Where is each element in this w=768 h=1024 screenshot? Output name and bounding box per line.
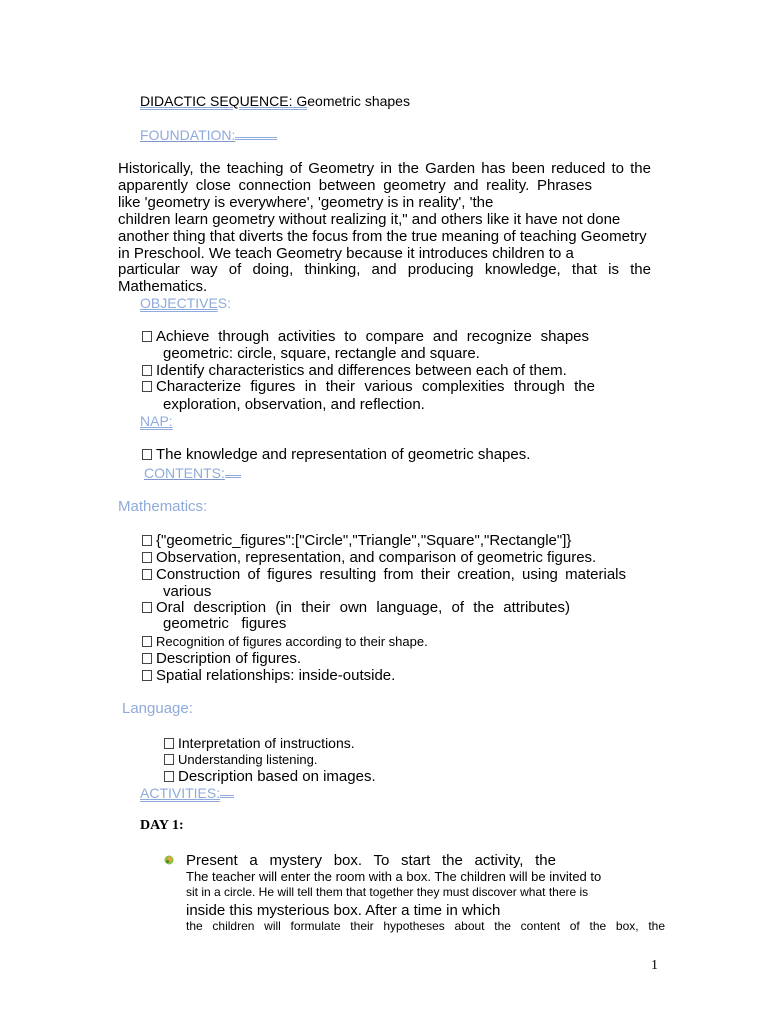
math-item-3: Construction of figures resulting from their creation, using materials [142, 566, 626, 583]
objective-item-3: Characterize figures in their various complexities through the [142, 378, 595, 395]
box-bullet-icon [142, 365, 152, 376]
box-bullet-icon [142, 535, 152, 546]
math-item-4: Oral description (in their own language, of the attributes) [142, 599, 570, 616]
box-bullet-icon [164, 754, 174, 765]
box-bullet-icon [142, 449, 152, 460]
nap-item-1: The knowledge and representation of geometric shapes. [142, 446, 530, 463]
contents-heading: CONTENTS: [140, 464, 241, 481]
box-bullet-icon [142, 381, 152, 392]
mathematics-heading: Mathematics: [118, 498, 208, 515]
foundation-line-4: children learn geometry without realizing it," and others like it have not done [118, 211, 621, 228]
box-bullet-icon [142, 602, 152, 613]
math-item-5: Recognition of figures according to their shape. [142, 634, 428, 649]
box-bullet-icon [142, 670, 152, 681]
day1-line-1: Present a mystery box. To start the activity, the [186, 852, 556, 869]
math-item-2: Observation, representation, and comparison of geometric figures. [142, 549, 596, 566]
foundation-line-6: in Preschool. We teach Geometry because it introduces children to a [118, 245, 574, 262]
foundation-line-7: particular way of doing, thinking, and producing knowledge, that is the [118, 261, 651, 278]
math-item-3-cont: various [163, 583, 212, 600]
nap-heading: NAP: [140, 413, 173, 429]
box-bullet-icon [142, 569, 152, 580]
activities-heading: ACTIVITIES: [140, 784, 234, 801]
math-item-4-cont: geometric figures [163, 615, 287, 632]
objectives-heading: OBJECTIVES: [140, 295, 232, 311]
objective-item-3-cont: exploration, observation, and reflection. [163, 396, 425, 413]
objective-item-2: Identify characteristics and differences between each of them. [142, 362, 567, 379]
foundation-line-1: Historically, the teaching of Geometry in the Garden has been reduced to the [118, 160, 651, 177]
math-item-1: {"geometric_figures":["Circle","Triangle","Square","Rectangle"]} [142, 532, 571, 549]
foundation-line-8: Mathematics. [118, 278, 208, 295]
day1-line-4: inside this mysterious box. After a time in which [186, 902, 501, 919]
language-item-2: Understanding listening. [164, 752, 317, 767]
day1-line-5: the children will formulate their hypotheses about the content of the box, the [186, 919, 665, 933]
page-number: 1 [651, 958, 658, 973]
math-item-7: Spatial relationships: inside-outside. [142, 667, 395, 684]
language-heading: Language: [122, 700, 193, 717]
language-item-3: Description based on images. [164, 768, 376, 785]
day1-heading: DAY 1: [140, 818, 184, 833]
title-label: DIDACTIC SEQUENCE: G [140, 93, 308, 109]
foundation-line-3: like 'geometry is everywhere', 'geometry is in reality', 'the [118, 194, 494, 211]
box-bullet-icon [142, 636, 152, 647]
language-item-1: Interpretation of instructions. [164, 735, 355, 751]
leaf-bullet-icon [164, 855, 174, 865]
box-bullet-icon [142, 552, 152, 563]
box-bullet-icon [142, 653, 152, 664]
math-item-6: Description of figures. [142, 650, 301, 667]
foundation-heading: FOUNDATION: [140, 126, 277, 143]
box-bullet-icon [142, 331, 152, 342]
document-title [140, 93, 410, 109]
title-rest: eometric shapes [307, 93, 410, 109]
box-bullet-icon [164, 738, 174, 749]
day1-line-3: sit in a circle. He will tell them that together they must discover what there is [186, 885, 589, 899]
foundation-line-2: apparently close connection between geometry and reality. Phrases [118, 177, 592, 194]
box-bullet-icon [164, 771, 174, 782]
day1-line-2: The teacher will enter the room with a box. The children will be invited to [186, 869, 602, 884]
objective-item-1: Achieve through activities to compare and recognize shapes [142, 328, 589, 345]
foundation-line-5: another thing that diverts the focus from the true meaning of teaching Geometry [118, 228, 647, 245]
objective-item-1-cont: geometric: circle, square, rectangle and square. [163, 345, 480, 362]
